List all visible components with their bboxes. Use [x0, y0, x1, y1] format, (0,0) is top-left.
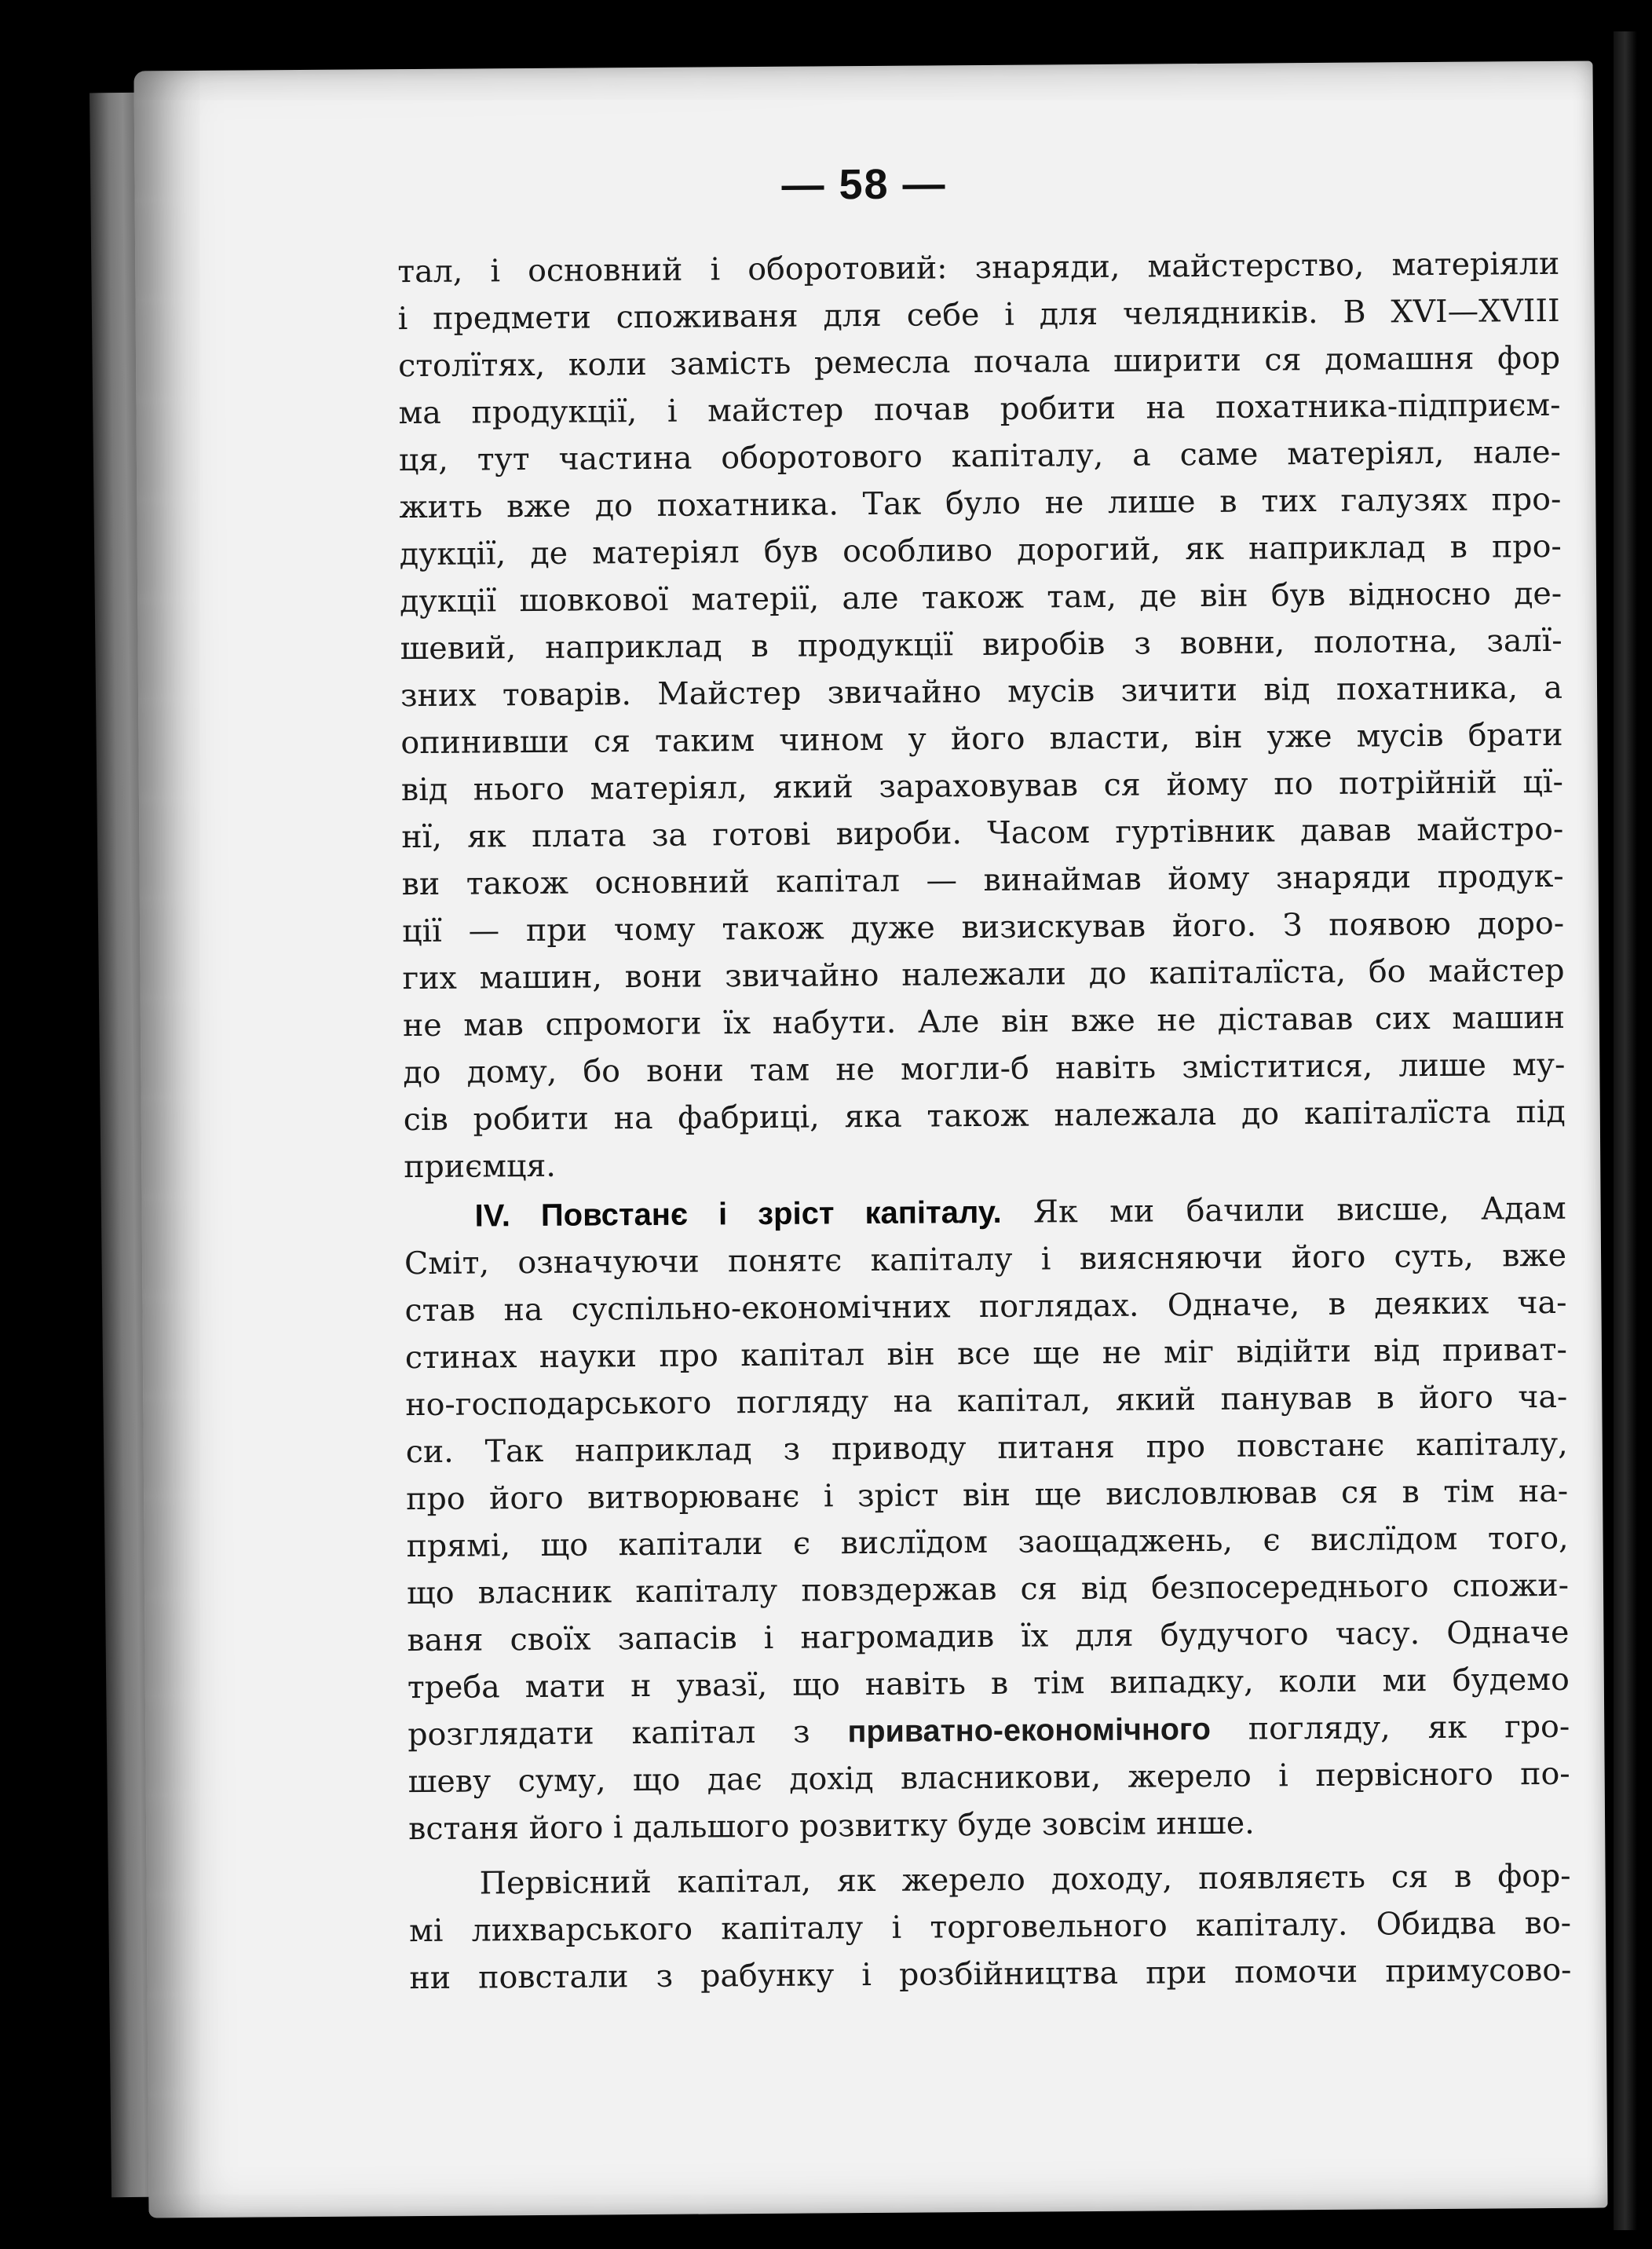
- text-line: жить вже до похатника. Так було не лише в тих галузях про-: [399, 481, 1562, 526]
- text-line: від нього матеріял, який зараховував ся йому по потрійній цї-: [400, 763, 1564, 809]
- text-line: ни повстали з рабунку і розбійництва при помочи примусово-: [409, 1951, 1572, 1997]
- text-line: гих машин, вони звичайно належали до капіталїста, бо майстер: [402, 952, 1565, 997]
- text-line: розглядати капітал з приватно-економічного погляду, як гро-: [408, 1708, 1570, 1753]
- text-line: став на суспільно-економічних поглядах. Одначе, в деяких ча-: [404, 1284, 1567, 1329]
- text-line: треба мати н увазї, що навіть в тім випадку, коли ми будемо: [407, 1661, 1570, 1706]
- text-line: приємця.: [404, 1147, 557, 1186]
- text-line: сів робити на фабриці, яка також належала до капіталїста під: [403, 1093, 1566, 1139]
- text-line: прямі, що капітали є вислїдом заощаджень, є вислїдом того,: [406, 1519, 1569, 1565]
- text-line: до дому, бо вони там не могли-б навіть зміститися, лише му-: [403, 1046, 1566, 1092]
- text-line: ваня своїх запасів і нагромадив їх для будучого часу. Одначе: [407, 1614, 1570, 1659]
- text-line: си. Так наприклад з приводу питаня про повстанє капіталу,: [405, 1425, 1568, 1471]
- text-line: ма продукції, і майстер почав робити на похатника-підприєм-: [398, 386, 1561, 432]
- text-line: не мав спромоги їх набути. Але він вже не діставав сих машин: [402, 999, 1566, 1044]
- section-heading-line: [474, 1187, 1566, 1238]
- text-line: столїтях, коли замість ремесла почала ширити ся домашня фор: [397, 339, 1561, 385]
- text-line: опинивши ся таким чином у його власти, він уже мусів брати: [400, 716, 1563, 762]
- text-line: ця, тут частина оборотового капіталу, а саме матеріял, нале-: [398, 433, 1562, 479]
- text-line: і предмети споживаня для себе і для челядників. В XVI—XVIII: [397, 292, 1560, 338]
- text-line: дукції шовкової матерії, але також там, де він був відносно де-: [400, 575, 1562, 620]
- text-line: стинах науки про капітал він все ще не міг відійти від приват-: [404, 1331, 1568, 1377]
- text-line: тал, і основний і оборотовий: знаряди, майстерство, матеріяли: [397, 245, 1560, 291]
- page-number: — 58 —: [781, 160, 947, 209]
- book-page: [133, 61, 1607, 2218]
- text-line: мі лихварського капіталу і торговельного капіталу. Обидва во-: [408, 1904, 1572, 1950]
- right-scan-edge: [1614, 31, 1637, 2230]
- emphasized-term: приватно-економічного: [847, 1711, 1212, 1750]
- text-line: зних товарів. Майстер звичайно мусів зичити від похатника, а: [400, 669, 1563, 715]
- text-line: нї, як плата за готові вироби. Часом гуртівник давав майстро-: [401, 810, 1564, 856]
- heading-line-text: Як ми бачили висше, Адам: [1032, 1190, 1566, 1231]
- text-line: що власник капіталу повздержав ся від безпосереднього спожи-: [406, 1567, 1570, 1612]
- text-line: ви також основний капітал — винаймав йому знаряди продук-: [401, 858, 1564, 903]
- section-heading: IV. Повстанє і зріст капіталу.: [474, 1194, 1002, 1234]
- text-line: встаня його і дальшого розвитку буде зовсім инше.: [408, 1805, 1255, 1848]
- text-line: про його витворюванє і зріст він ще висловлював ся в тім на-: [406, 1472, 1569, 1518]
- text-line: ції — при чому також дуже визискував його. З появою доро-: [401, 905, 1565, 950]
- text-line: но-господарського погляду на капітал, який панував в його ча-: [405, 1378, 1568, 1424]
- text-line: Сміт, означуючи понятє капіталу і виясняючи його суть, вже: [404, 1237, 1567, 1282]
- text-line: шеву суму, що дає дохід власникови, жерело і первісного по-: [408, 1755, 1570, 1801]
- text-line: шевий, наприклад в продукції виробів з вовни, полотна, залї-: [400, 622, 1562, 667]
- text-line: дукції, де матеріял був особливо дорогий, як наприклад в про-: [399, 528, 1562, 573]
- text-line: Первісний капітал, як жерело доходу, появляєть ся в фор-: [479, 1857, 1571, 1902]
